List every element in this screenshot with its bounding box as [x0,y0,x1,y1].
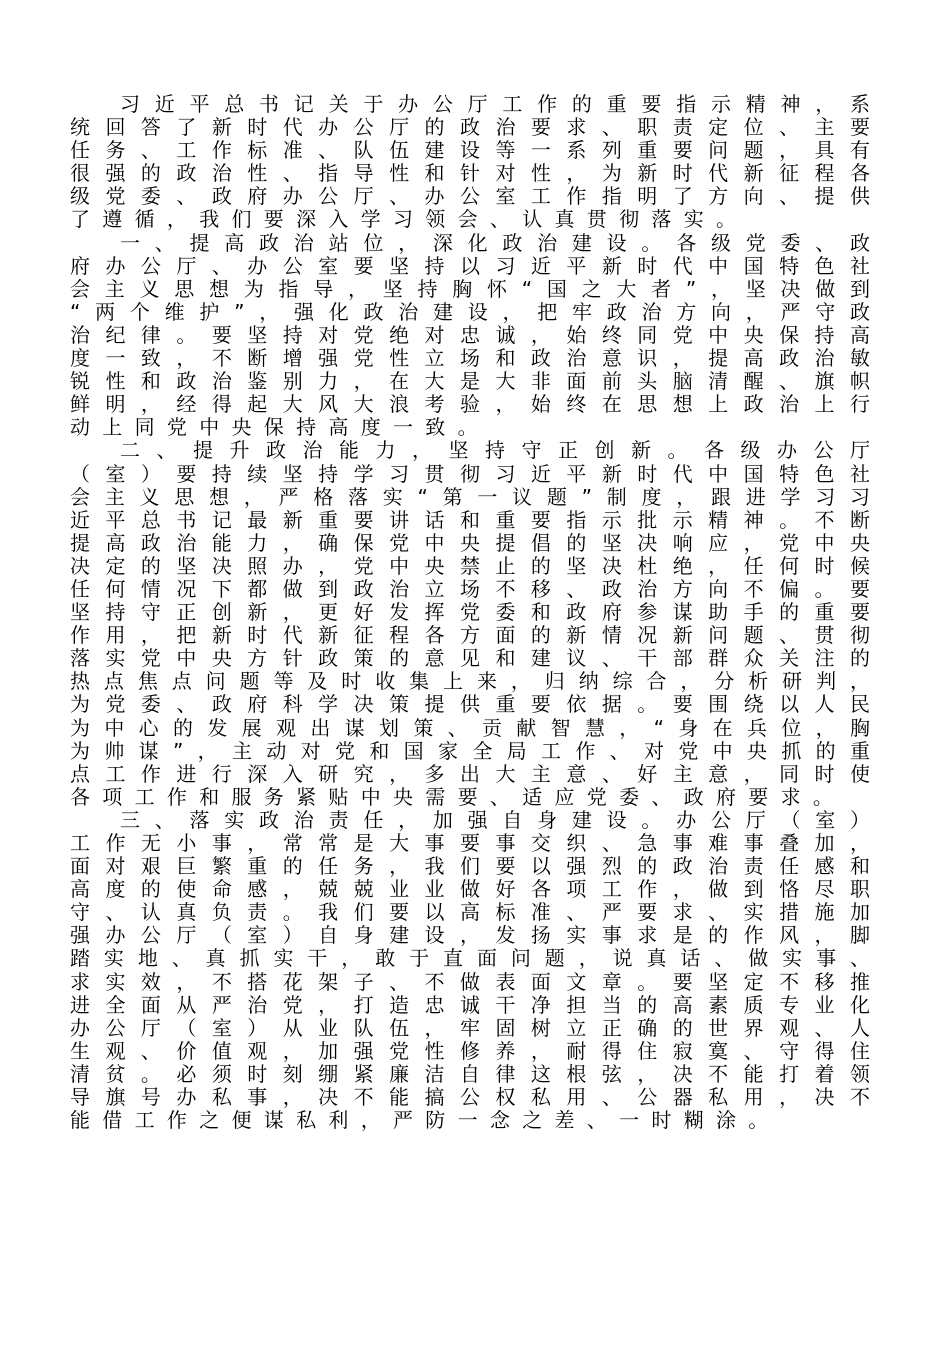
text-line: 近平总书记最新重要讲话和重要指示批示精神。不断 [70,507,870,532]
text-line: 会主义思想，严格落实“第一议题”制度，跟进学习习 [70,484,870,509]
text-line: 生观、价值观，加强党性修养，耐得住寂寞、守得住 [70,1038,870,1063]
paragraph-3 [70,439,870,809]
document-body [70,93,870,1132]
text-line: 度一致，不断增强党性立场和政治意识，提高政治敏 [70,346,870,371]
text-line: 级党委、政府办公厅、办公室工作指明了方向、提供 [70,184,870,209]
text-line: 会主义思想为指导，坚持胸怀“国之大者”，坚决做到 [70,276,870,301]
text-line: 点工作进行深入研究，多出大主意、好主意，同时使 [70,761,870,786]
text-line: 求实效，不搭花架子、不做表面文章。要坚定不移推 [70,969,870,994]
paragraph-1 [70,93,870,232]
text-line: 能借工作之便谋私利，严防一念之差、一时糊涂。 [70,1108,781,1133]
paragraph-2 [70,232,870,440]
text-line: 锐性和政治鉴别力，在大是大非面前头脑清醒、旗帜 [70,369,870,394]
text-line: “两个维护”，强化政治建设，把牢政治方向，严守政 [70,299,870,324]
text-line: 坚持守正创新，更好发挥党委和政府参谋助手的重要 [70,600,870,625]
text-line: 热点焦点问题等及时收集上来，归纳综合，分析研判， [70,669,870,694]
text-line: 强办公厅（室）自身建设，发扬实事求是的作风，脚 [70,923,870,948]
text-line: 高度的使命感，兢兢业业做好各项工作，做到恪尽职 [70,877,870,902]
text-line: 治纪律。要坚持对党绝对忠诚，始终同党中央保持高 [70,322,870,347]
text-line: 鲜明，经得起大风大浪考验，始终在思想上政治上行 [70,392,870,417]
text-line: 了遵循，我们要深入学习领会、认真贯彻落实。 [70,207,749,232]
text-line: 落实党中央方针政策的意见和建议、干部群众关注的 [70,646,870,671]
text-line: 办公厅（室）从业队伍，牢固树立正确的世界观、人 [70,1015,870,1040]
text-line: 清贫。必须时刻绷紧廉洁自律这根弦，决不能打着领 [70,1061,870,1086]
text-line: 三、落实政治责任，加强自身建设。办公厅（室） [120,807,870,832]
text-line: 很强的政治性、指导性和针对性，为新时代新征程各 [70,161,870,186]
text-line: 面对艰巨繁重的任务，我们要以强烈的政治责任感和 [70,854,870,879]
text-line: 工作无小事，常常是大事要事交织、急事难事叠加， [70,831,870,855]
text-line: 一、提高政治站位，深化政治建设。各级党委、政 [120,230,870,255]
text-line: 二、提升政治能力，坚持守正创新。各级办公厅 [120,438,870,463]
text-line: 为党委、政府科学决策提供重要依据。要围绕以人民 [70,692,870,717]
text-line: 为帅谋”，主动对党和国家全局工作、对党中央抓的重 [70,738,870,763]
text-line: （室）要持续坚持学习贯彻习近平新时代中国特色社 [70,461,870,486]
text-line: 导旗号办私事，决不能搞公权私用、公器私用，决不 [70,1085,870,1110]
text-line: 为中心的发展观出谋划策、贡献智慧，“身在兵位，胸 [70,715,870,740]
paragraph-4 [70,809,870,1132]
text-line: 各项工作和服务紧贴中央需要、适应党委、政府要求。 [70,784,846,809]
text-line: 进全面从严治党，打造忠诚干净担当的高素质专业化 [70,992,870,1017]
text-line: 守、认真负责。我们要以高标准、严要求、实措施加 [70,900,870,925]
text-line: 府办公厅、办公室要坚持以习近平新时代中国特色社 [70,253,870,278]
text-line: 习近平总书记关于办公厅工作的重要指示精神，系 [120,92,870,116]
text-line: 统回答了新时代办公厅的政治要求、职责定位、主要 [70,115,870,140]
text-line: 动上同党中央保持高度一致。 [70,415,490,440]
text-line: 作用，把新时代新征程各方面的新情况新问题、贯彻 [70,623,870,648]
text-line: 踏实地、真抓实干，敢于直面问题，说真话、做实事、 [70,946,870,971]
text-line: 任务、工作标准、队伍建设等一系列重要问题，具有 [70,138,870,163]
text-line: 决定的坚决照办，党中央禁止的坚决杜绝，任何时候 [70,553,870,578]
text-line: 任何情况下都做到政治立场不移、政治方向不偏。要 [70,576,870,601]
text-line: 提高政治能力，确保党中央提倡的坚决响应，党中央 [70,530,870,555]
